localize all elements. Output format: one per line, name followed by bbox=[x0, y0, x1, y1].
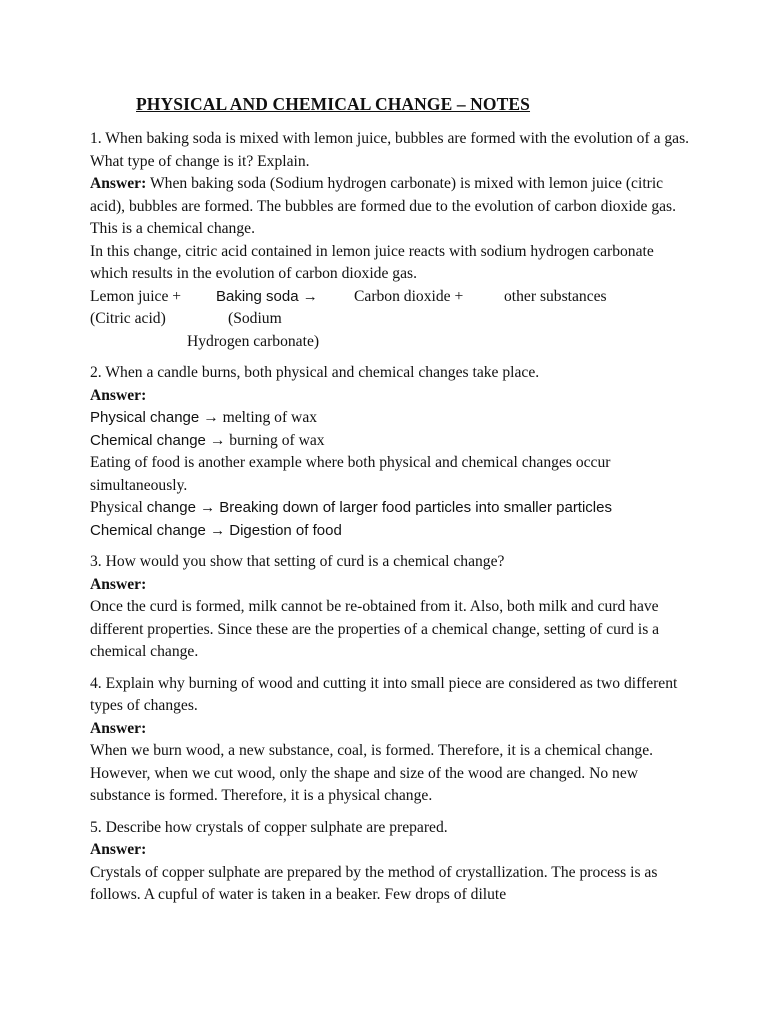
answer-2-physical bbox=[90, 407, 690, 430]
question-2: 2. When a candle burns, both physical and chemical changes take place. bbox=[90, 364, 540, 381]
answer-1-text: When baking soda (Sodium hydrogen carbonate) is mixed with lemon juice (citric acid), bubbles are formed. The bubbles are formed due to the evolution of carbon dioxide gas. bbox=[90, 175, 677, 215]
equation-subscript-row bbox=[90, 308, 690, 331]
question-1: 1. When baking soda is mixed with lemon juice, bubbles are formed with the evolution of a gas. What type of change is it? Explain. bbox=[90, 130, 690, 170]
equation-term-4: other substances bbox=[504, 287, 607, 305]
question-4: 4. Explain why burning of wood and cutting it into small piece are considered as two different types of changes. bbox=[90, 674, 678, 714]
answer-2-chemical bbox=[90, 430, 690, 453]
answer-2-physical-food bbox=[90, 497, 690, 520]
answer-label: Answer: bbox=[90, 841, 147, 858]
answer-2-line-3: Eating of food is another example where both physical and chemical changes occur simultaneously. bbox=[90, 454, 611, 494]
answer-5: Crystals of copper sulphate are prepared by the method of crystallization. The process is as follows. A cupful of water is taken in a beaker. Few drops of dilute bbox=[90, 863, 658, 903]
physical-food-text: change → Breaking down of larger food particles into smaller particles bbox=[146, 499, 612, 516]
answer-label: Answer: bbox=[90, 386, 147, 404]
answer-4: When we burn wood, a new substance, coal, is formed. Therefore, it is a chemical change. However, when we cut wood, only the shape and size of the wood are changed. No new substance is formed. Therefore, it is a physical change. bbox=[90, 742, 654, 804]
question-1-block bbox=[90, 128, 690, 353]
answer-1-line-2: This is a chemical change. bbox=[90, 220, 255, 237]
answer-label: Answer: bbox=[90, 719, 147, 737]
equation-sub-2: (Sodium bbox=[228, 310, 282, 327]
question-2-block bbox=[90, 362, 690, 542]
answer-label: Answer: bbox=[90, 175, 147, 192]
question-3-block bbox=[90, 551, 690, 664]
answer-1 bbox=[90, 173, 690, 218]
question-3: 3. How would you show that setting of curd is a chemical change? bbox=[90, 553, 505, 570]
chemical-change-text: → burning of wax bbox=[205, 431, 325, 449]
page-title: PHYSICAL AND CHEMICAL CHANGE – NOTES bbox=[136, 94, 531, 114]
equation-subscript-row-2 bbox=[90, 331, 690, 354]
equation-sub-1: (Citric acid) bbox=[90, 310, 166, 327]
equation-sub-3: Hydrogen carbonate) bbox=[187, 332, 320, 350]
answer-2-chemical-food: Chemical change → Digestion of food bbox=[90, 521, 342, 539]
chemical-change-label: Chemical change bbox=[90, 431, 206, 449]
notes-content bbox=[90, 128, 690, 907]
physical-change-text: → melting of wax bbox=[199, 409, 318, 426]
equation-term-1: Lemon juice + bbox=[90, 287, 182, 305]
question-5-block bbox=[90, 817, 690, 907]
question-4-block bbox=[90, 673, 690, 808]
equation-row bbox=[90, 286, 690, 309]
answer-1-line-3: In this change, citric acid contained in lemon juice reacts with sodium hydrogen carbonate which results in the evolution of carbon dioxide gas. bbox=[90, 242, 654, 282]
physical-food-label: Physical bbox=[90, 499, 147, 516]
equation-term-2: Baking soda → bbox=[216, 287, 318, 305]
equation-term-3: Carbon dioxide + bbox=[354, 287, 464, 305]
answer-label: Answer: bbox=[90, 575, 147, 593]
question-5: 5. Describe how crystals of copper sulphate are prepared. bbox=[90, 818, 448, 836]
physical-change-label: Physical change bbox=[90, 409, 200, 426]
answer-3: Once the curd is formed, milk cannot be re-obtained from it. Also, both milk and curd have different properties. Since these are the properties of a chemical change, setting of curd is a chemical change. bbox=[90, 598, 660, 660]
